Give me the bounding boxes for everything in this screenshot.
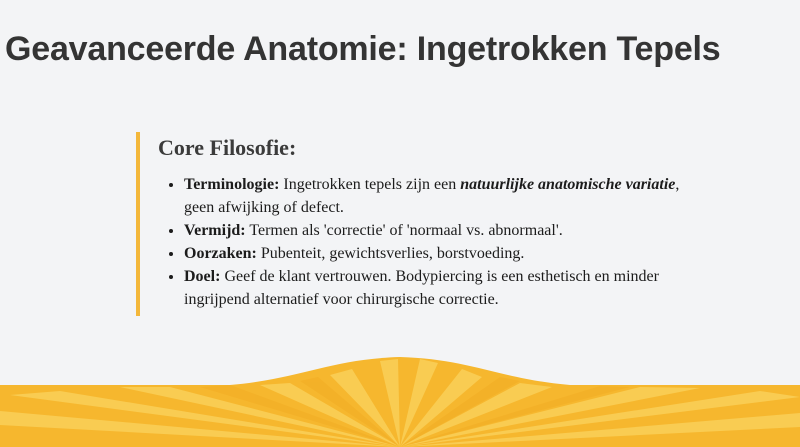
bullet-emphasis: natuurlijke anatomische variatie [460,176,676,193]
content-block [136,132,696,316]
bullet-label: Terminologie: [184,176,280,193]
list-item [184,173,696,219]
sunburst-icon [0,355,800,447]
bullet-text: Termen als 'correctie' of 'normaal vs. abnormaal'. [245,222,563,239]
bullet-text: Geef de klant vertrouwen. Bodypiercing is een esthetisch en minder ingrijpend alternatief voor chirurgische correctie. [184,268,659,308]
list-item [184,265,696,311]
slide-title: Geavanceerde Anatomie: Ingetrokken Tepels [5,30,721,68]
bullet-list [158,173,696,311]
bullet-label: Vermijd: [184,222,246,239]
bullet-text: Pubenteit, gewichtsverlies, borstvoeding. [256,245,525,262]
bullet-text: , geen afwijking of defect. [184,176,680,216]
bullet-text: Ingetrokken tepels zijn een [279,176,461,193]
bullet-label: Doel: [184,268,221,285]
list-item [184,219,696,242]
list-item [184,242,696,265]
bullet-label: Oorzaken: [184,245,257,262]
section-heading: Core Filosofie: [158,135,297,160]
